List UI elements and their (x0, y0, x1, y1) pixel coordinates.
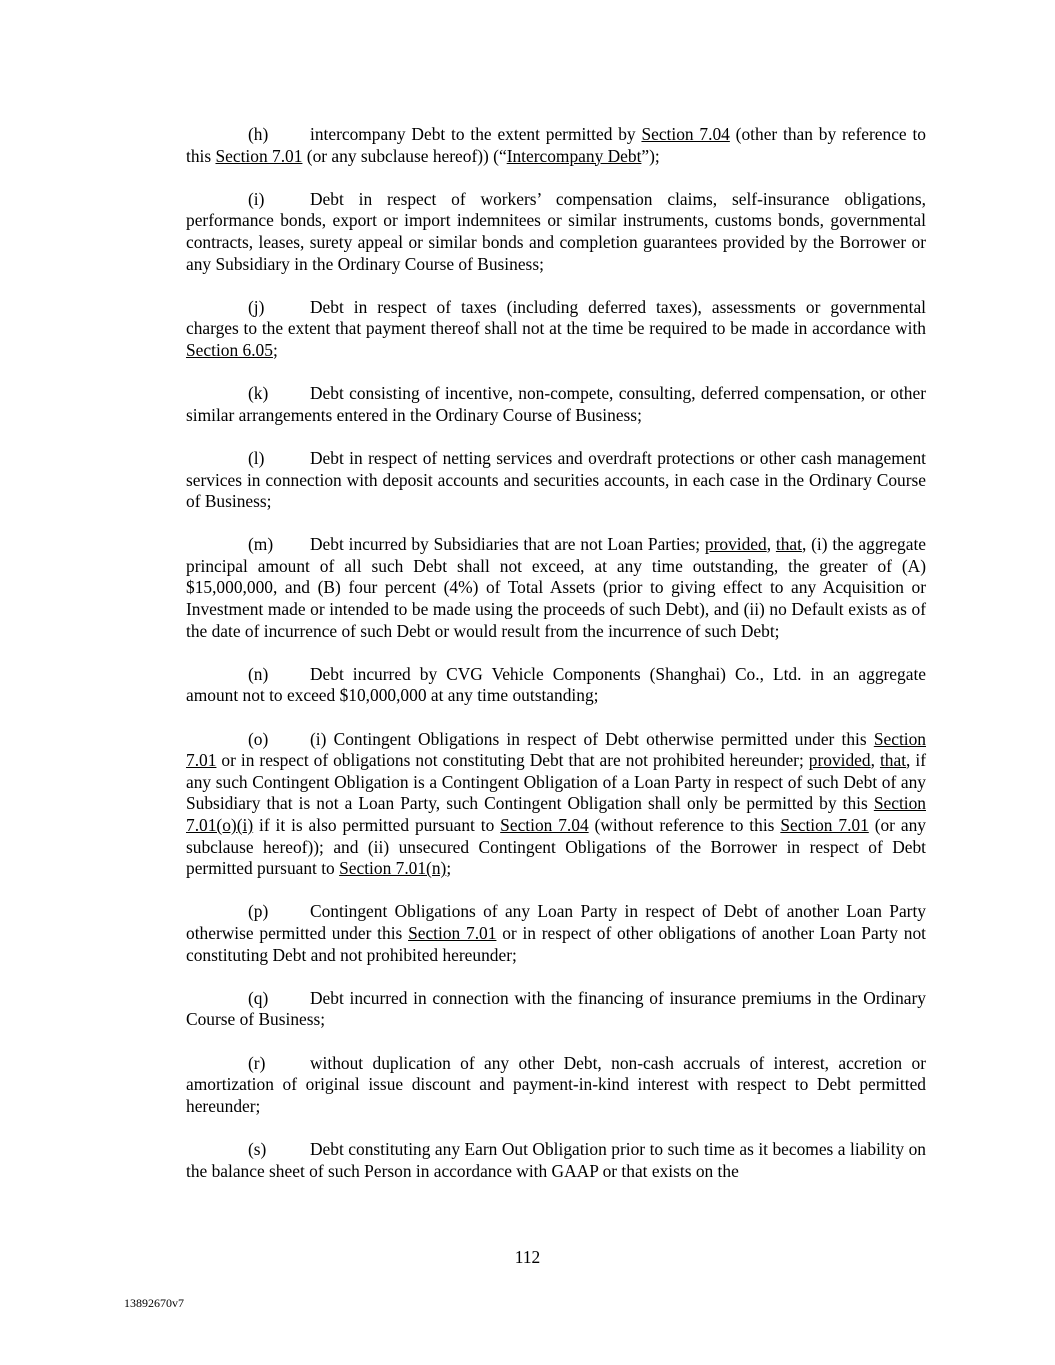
clause-text: , (870, 750, 880, 771)
clause-text: or in respect of obligations not constituting Debt that are not prohibited hereunder; (216, 750, 809, 771)
clause-label: (r) (248, 1052, 266, 1073)
clause-text: if it is also permitted pursuant to (253, 815, 501, 835)
section-reference: Section 7.01 (780, 815, 869, 835)
section-reference: provided (704, 534, 767, 555)
clause-label: (s) (248, 1138, 267, 1159)
clause-label: (m) (248, 534, 274, 555)
clause-paragraph (186, 1053, 926, 1118)
clause-text: (without reference to this (588, 815, 781, 835)
clause-paragraph (186, 189, 926, 275)
clause-paragraph (186, 448, 926, 513)
clause-paragraph (186, 534, 926, 642)
page-number: 112 (514, 1247, 541, 1267)
document-id: 13892670v7 (124, 1296, 184, 1310)
clause-paragraph (186, 988, 926, 1031)
clause-paragraph (186, 383, 926, 426)
clause-label: (q) (248, 987, 269, 1008)
clause-label: (i) (248, 188, 265, 209)
clause-text: , if any such Contingent Obligation is a Contingent Obligation of a Loan Party in respect of such Debt of any Subsidiary that is not a Loan Party, such Contingent Obligation shall only be permitted by this (186, 750, 926, 814)
clause-text: without duplication of any other Debt, non-cash accruals of interest, accretion or amortization of original issue discount and payment-in-kind interest with respect to Debt permitted hereunder; (186, 1052, 926, 1116)
clause-text: Debt constituting any Earn Out Obligation prior to such time as it becomes a liability on the balance sheet of such Person in accordance with GAAP or that exists on the (186, 1138, 926, 1181)
clause-text: ”); (641, 145, 660, 166)
clause-text: (or any subclause hereof)) (“ (302, 145, 507, 166)
section-reference: that (775, 534, 802, 555)
section-reference: Section 6.05 (186, 339, 273, 360)
clause-text: Debt in respect of netting services and overdraft protections or other cash management services in connection with deposit accounts and securities accounts, in each case in the Ordinary Course of Business; (186, 447, 926, 512)
clause-text: , (i) the aggregate principal amount of all such Debt shall not exceed, at any time outstanding, the greater of (A) $15,000,000, and (B) four percent (4%) of Total Assets (prior to giving effect to any Acquisition or Investment made or intended to be made using the proceeds of such Debt), and (ii) no Default exists as of the date of incurrence of such Debt or would result from the incurrence of such Debt; (186, 534, 926, 641)
document-body (186, 124, 926, 1204)
clause-text: intercompany Debt to the extent permitted by (310, 124, 642, 144)
clause-text: Debt in respect of workers’ compensation claims, self-insurance obligations, performance bonds, export or import indemnitees or similar instruments, customs bonds, governmental contracts, leases, surety appeal or similar bonds and completion guarantees provided by the Borrower or any Subsidiary in the Ordinary Course of Business; (186, 188, 926, 274)
clause-label: (p) (248, 901, 269, 922)
clause-paragraph (186, 124, 926, 167)
clause-label: (k) (248, 383, 269, 404)
clause-text: Debt incurred in connection with the financing of insurance premiums in the Ordinary Course of Business; (186, 987, 926, 1030)
section-reference: Section 7.01(n) (339, 858, 447, 879)
clause-label: (n) (248, 663, 269, 684)
section-reference: Section 7.01(o)(i) (186, 793, 926, 835)
clause-text: Debt consisting of incentive, non-compete, consulting, deferred compensation, or other similar arrangements entered in the Ordinary Course of Business; (186, 383, 926, 425)
section-reference: Section 7.04 (641, 124, 730, 144)
section-reference: Intercompany Debt (506, 145, 642, 166)
clause-paragraph (186, 729, 926, 880)
clause-label: (j) (248, 296, 265, 317)
clause-paragraph (186, 1139, 926, 1182)
clause-text: , (766, 534, 776, 555)
clause-text: Debt incurred by Subsidiaries that are not Loan Parties; (310, 534, 705, 555)
clause-text: Contingent Obligations of any Loan Party in respect of Debt of another Loan Party otherwise permitted under this (186, 901, 926, 943)
clause-label: (o) (248, 728, 269, 749)
section-reference: Section 7.04 (500, 815, 589, 835)
clause-label: (l) (248, 447, 265, 468)
section-reference: that (879, 750, 907, 771)
clause-text: (i) Contingent Obligations in respect of Debt otherwise permitted under this (310, 728, 874, 749)
clause-text: Debt incurred by CVG Vehicle Components (Shanghai) Co., Ltd. in an aggregate amount not to exceed $10,000,000 at any time outstanding; (186, 663, 926, 706)
section-reference: Section 7.01 (408, 922, 497, 943)
section-reference: provided (808, 750, 871, 771)
section-reference: Section 7.01 (186, 728, 926, 771)
clause-paragraph (186, 664, 926, 707)
clause-paragraph (186, 297, 926, 362)
clause-text: (or any subclause hereof)); and (ii) unsecured Contingent Obligations of the Borrower in respect of Debt permitted pursuant to (186, 815, 926, 879)
section-reference: Section 7.01 (215, 145, 303, 166)
clause-text: (other than by reference to this (186, 124, 926, 166)
clause-paragraph (186, 901, 926, 966)
clause-text: Debt in respect of taxes (including deferred taxes), assessments or governmental charges to the extent that payment thereof shall not at the time be required to be made in accordance with (186, 296, 926, 339)
clause-text: ; (272, 339, 278, 360)
clause-text: or in respect of other obligations of another Loan Party not constituting Debt and not prohibited hereunder; (186, 922, 926, 965)
clause-text: ; (446, 858, 452, 879)
clause-label: (h) (248, 124, 269, 144)
